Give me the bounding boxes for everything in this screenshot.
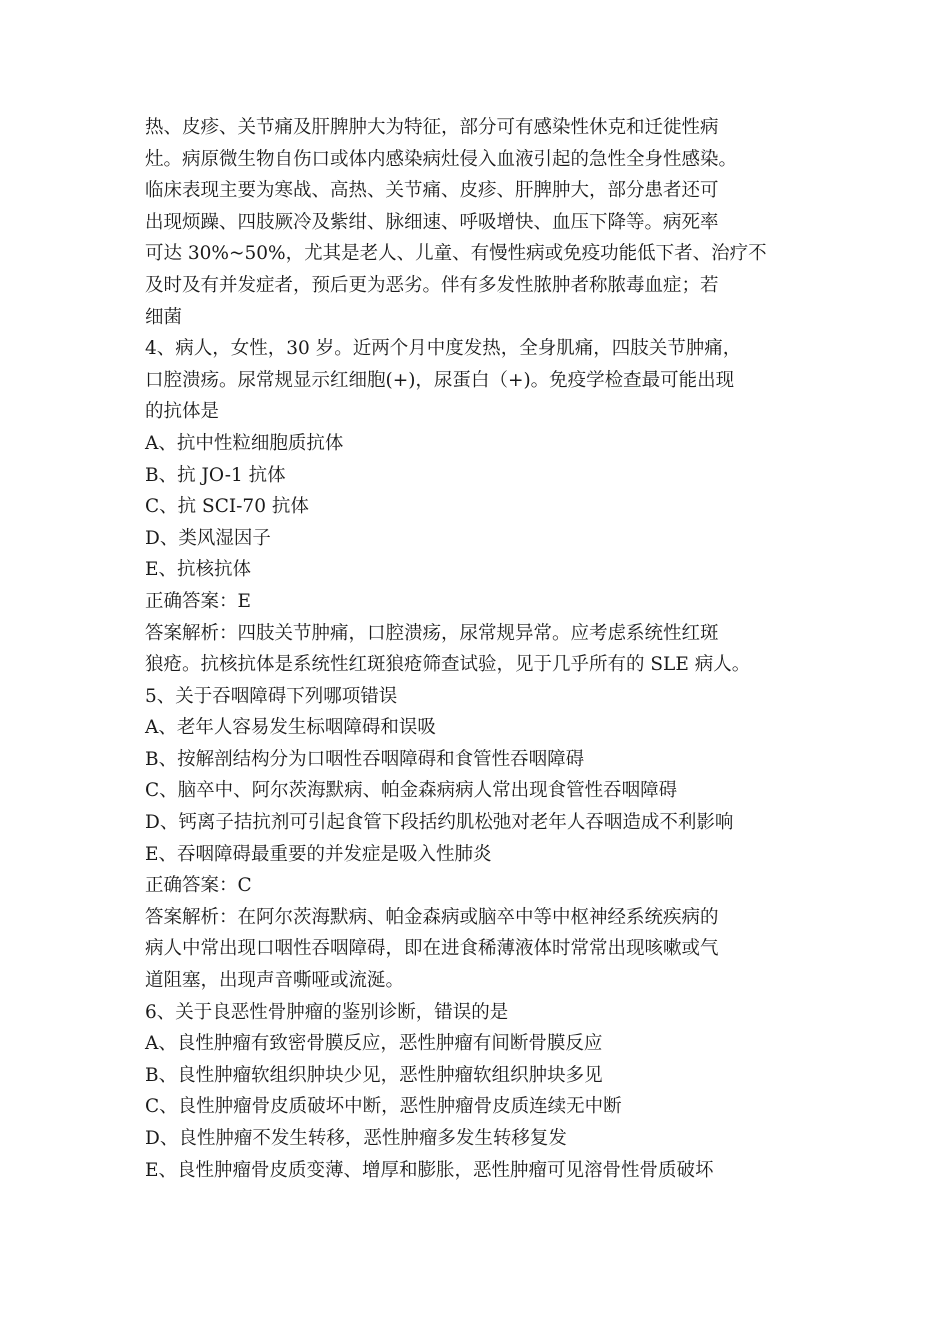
text-line: 细菌 xyxy=(145,306,183,328)
question-5-option-a: A、老年人容易发生标咽障碍和误吸 xyxy=(145,717,436,739)
question-5-option-e: E、吞咽障碍最重要的并发症是吸入性肺炎 xyxy=(145,843,492,865)
question-4-explanation: 答案解析：四肢关节肿痛，口腔溃疡，尿常规异常。应考虑系统性红斑 xyxy=(145,622,719,644)
question-4-option-c: C、抗 SCI-70 抗体 xyxy=(145,496,309,518)
question-5-answer: 正确答案：C xyxy=(145,875,252,897)
question-4-option-e: E、抗核抗体 xyxy=(145,559,252,581)
question-4-option-a: A、抗中性粒细胞质抗体 xyxy=(145,432,344,454)
text-line: 灶。病原微生物自伤口或体内感染病灶侵入血液引起的急性全身性感染。 xyxy=(145,148,738,170)
text-line: 可达 30%~50%，尤其是老人、儿童、有慢性病或免疫功能低下者、治疗不 xyxy=(145,243,767,265)
question-5-option-b: B、按解剖结构分为口咽性吞咽障碍和食管性吞咽障碍 xyxy=(145,748,585,770)
text-line: 热、皮疹、关节痛及肝脾肿大为特征，部分可有感染性休克和迁徙性病 xyxy=(145,117,719,138)
question-4-option-b: B、抗 JO-1 抗体 xyxy=(145,464,286,486)
question-5-option-c: C、脑卒中、阿尔茨海默病、帕金森病病人常出现食管性吞咽障碍 xyxy=(145,780,678,802)
text-line: 及时及有并发症者，预后更为恶劣。伴有多发性脓肿者称脓毒血症；若 xyxy=(145,274,719,296)
question-4-stem: 4、病人，女性，30 岁。近两个月中度发热，全身肌痛，四肢关节肿痛， xyxy=(145,338,742,360)
question-4-stem: 的抗体是 xyxy=(145,401,220,423)
question-5-explanation: 答案解析：在阿尔茨海默病、帕金森病或脑卒中等中枢神经系统疾病的 xyxy=(145,906,719,928)
question-5-stem: 5、关于吞咽障碍下列哪项错误 xyxy=(145,685,398,707)
question-4-explanation: 狼疮。抗核抗体是系统性红斑狼疮筛查试验，见于几乎所有的 SLE 病人。 xyxy=(145,654,751,676)
question-5-explanation: 道阻塞，出现声音嘶哑或流涎。 xyxy=(145,970,405,992)
document-body xyxy=(145,112,835,1186)
question-6-stem: 6、关于良恶性骨肿瘤的鉴别诊断，错误的是 xyxy=(145,1001,509,1023)
question-5-option-d: D、钙离子拮抗剂可引起食管下段括约肌松弛对老年人吞咽造成不利影响 xyxy=(145,812,734,834)
question-4-answer: 正确答案：E xyxy=(145,590,252,612)
question-6-option-c: C、良性肿瘤骨皮质破坏中断，恶性肿瘤骨皮质连续无中断 xyxy=(145,1096,622,1118)
question-6-option-b: B、良性肿瘤软组织肿块少见，恶性肿瘤软组织肿块多见 xyxy=(145,1064,603,1086)
question-4-option-d: D、类风湿因子 xyxy=(145,527,271,549)
question-4-stem: 口腔溃疡。尿常规显示红细胞(+)，尿蛋白（+)。免疫学检查最可能出现 xyxy=(145,369,735,391)
text-line: 出现烦躁、四肢厥冷及紫绀、脉细速、呼吸增快、血压下降等。病死率 xyxy=(145,211,719,233)
question-5-explanation: 病人中常出现口咽性吞咽障碍，即在进食稀薄液体时常常出现咳嗽或气 xyxy=(145,938,719,960)
text-line: 临床表现主要为寒战、高热、关节痛、皮疹、肝脾肿大，部分患者还可 xyxy=(145,180,719,202)
question-6-option-e: E、良性肿瘤骨皮质变薄、增厚和膨胀，恶性肿瘤可见溶骨性骨质破坏 xyxy=(145,1159,714,1181)
question-6-option-a: A、良性肿瘤有致密骨膜反应，恶性肿瘤有间断骨膜反应 xyxy=(145,1033,603,1055)
question-6-option-d: D、良性肿瘤不发生转移，恶性肿瘤多发生转移复发 xyxy=(145,1128,567,1149)
